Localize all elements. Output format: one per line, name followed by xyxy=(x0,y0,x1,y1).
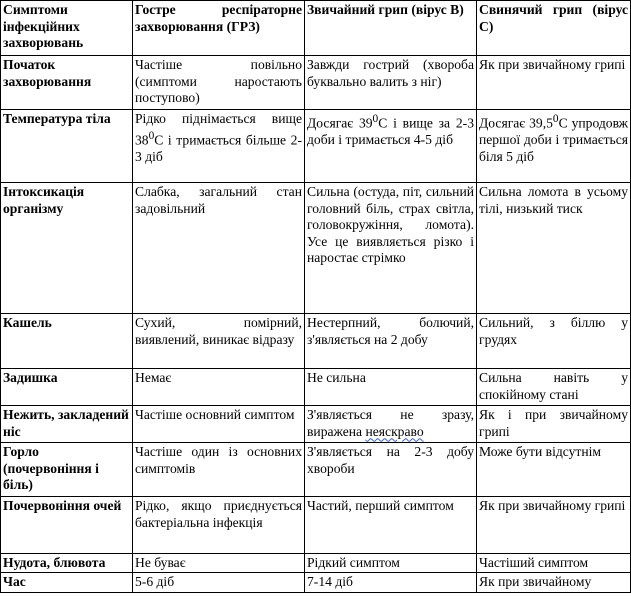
flu-b-cell xyxy=(305,406,477,443)
table-row xyxy=(1,406,631,443)
ari-cell: 5-6 діб xyxy=(133,572,305,592)
table-row xyxy=(1,369,631,406)
flu-b-cell xyxy=(305,110,477,183)
degree-superscript: 0 xyxy=(552,113,559,125)
table-row xyxy=(1,56,631,110)
flu-b-cell: Рідкий симптом xyxy=(305,554,477,573)
symptom-cell: Температура тіла xyxy=(1,110,133,183)
flu-c-cell: Як при звичайному грипі xyxy=(477,497,631,554)
table-row xyxy=(1,314,631,369)
flu-c-cell: Як при звичайному грипі xyxy=(477,56,631,110)
cell-text: Досягає 39,5 xyxy=(479,115,553,131)
flu-c-cell: Сильний, з біллю у грудях xyxy=(477,314,631,369)
table-row xyxy=(1,497,631,554)
flu-c-cell: Сильна навіть у спокійному стані xyxy=(477,369,631,406)
flu-c-cell: Сильна ломота в усьому тілі, низький тиск xyxy=(477,183,631,314)
symptom-cell: Почервоніння очей xyxy=(1,497,133,554)
symptom-cell: Горло (почервоніння і біль) xyxy=(1,443,133,497)
cell-text: С і тримається більше 2-3 діб xyxy=(135,132,302,164)
ari-cell: Немає xyxy=(133,369,305,406)
symptom-cell: Нудота, блювота xyxy=(1,554,133,573)
header-flu-c: Свинячий грип (вірус С) xyxy=(477,1,631,56)
symptom-cell: Нежить, закладений ніс xyxy=(1,406,133,443)
flu-b-cell: Не сильна xyxy=(305,369,477,406)
flu-b-cell: З'являється на 2-3 добу хвороби xyxy=(305,443,477,497)
ari-cell xyxy=(133,110,305,183)
ari-cell: Частіше повільно (симптоми наростають поступово) xyxy=(133,56,305,110)
flu-b-cell: Частий, перший симптом xyxy=(305,497,477,554)
symptom-cell: Початок захворювання xyxy=(1,56,133,110)
table-row xyxy=(1,183,631,314)
ari-cell: Частіше один із основних симптомів xyxy=(133,443,305,497)
flu-c-cell: Частіший симптом xyxy=(477,554,631,573)
table-row xyxy=(1,443,631,497)
flu-b-cell: 7-14 діб xyxy=(305,572,477,592)
ari-cell: Не буває xyxy=(133,554,305,573)
cell-text: С і вище за 2-3 доби і тримається 4-5 діб xyxy=(307,115,474,148)
flu-b-cell: Завжди гострий (хвороба буквально валить з ніг) xyxy=(305,56,477,110)
cell-text: Рідко піднімається вище 38 xyxy=(135,111,302,148)
cell-text: З'являється не зразу, виражена xyxy=(307,407,474,439)
ari-cell: Рідко, якщо приєднується бактеріальна інфекція xyxy=(133,497,305,554)
flu-c-cell: Як і при звичайному грипі xyxy=(477,406,631,443)
degree-superscript: 0 xyxy=(148,129,155,142)
ari-cell: Слабка, загальний стан задовільний xyxy=(133,183,305,314)
ari-cell: Сухий, помірний, виявлений, виникає відразу xyxy=(133,314,305,369)
cell-text: С упродовж першої доби і тримається біля 5 діб xyxy=(479,115,628,164)
header-row xyxy=(1,1,631,56)
symptom-cell: Час xyxy=(1,572,133,592)
symptom-cell: Задишка xyxy=(1,369,133,406)
table-row xyxy=(1,110,631,183)
flu-b-cell: Сильна (остуда, піт, сильний головний біль, страх світла, головокружіння, ломота). Усе це виявляється різко і наростає стрімко xyxy=(305,183,477,314)
table-row xyxy=(1,572,631,592)
header-flu-b: Звичайний грип (вірус В) xyxy=(305,1,477,56)
ari-cell: Частіше основний симптом xyxy=(133,406,305,443)
header-ari: Гостре респіраторне захворювання (ГРЗ) xyxy=(133,1,305,56)
degree-superscript: 0 xyxy=(372,113,379,125)
flu-c-cell xyxy=(477,110,631,183)
flu-b-cell: Нестерпний, болючий, з'являється на 2 добу xyxy=(305,314,477,369)
header-symptoms: Симптоми інфекційних захворювань xyxy=(1,1,133,56)
flu-c-cell: Як при звичайному xyxy=(477,572,631,592)
symptom-cell: Кашель xyxy=(1,314,133,369)
flu-c-cell: Може бути відсутнім xyxy=(477,443,631,497)
symptom-cell: Інтоксикація організму xyxy=(1,183,133,314)
table-row xyxy=(1,554,631,573)
cell-text: Досягає 39 xyxy=(307,115,373,131)
spellcheck-underlined-word: неяскраво xyxy=(365,423,424,439)
